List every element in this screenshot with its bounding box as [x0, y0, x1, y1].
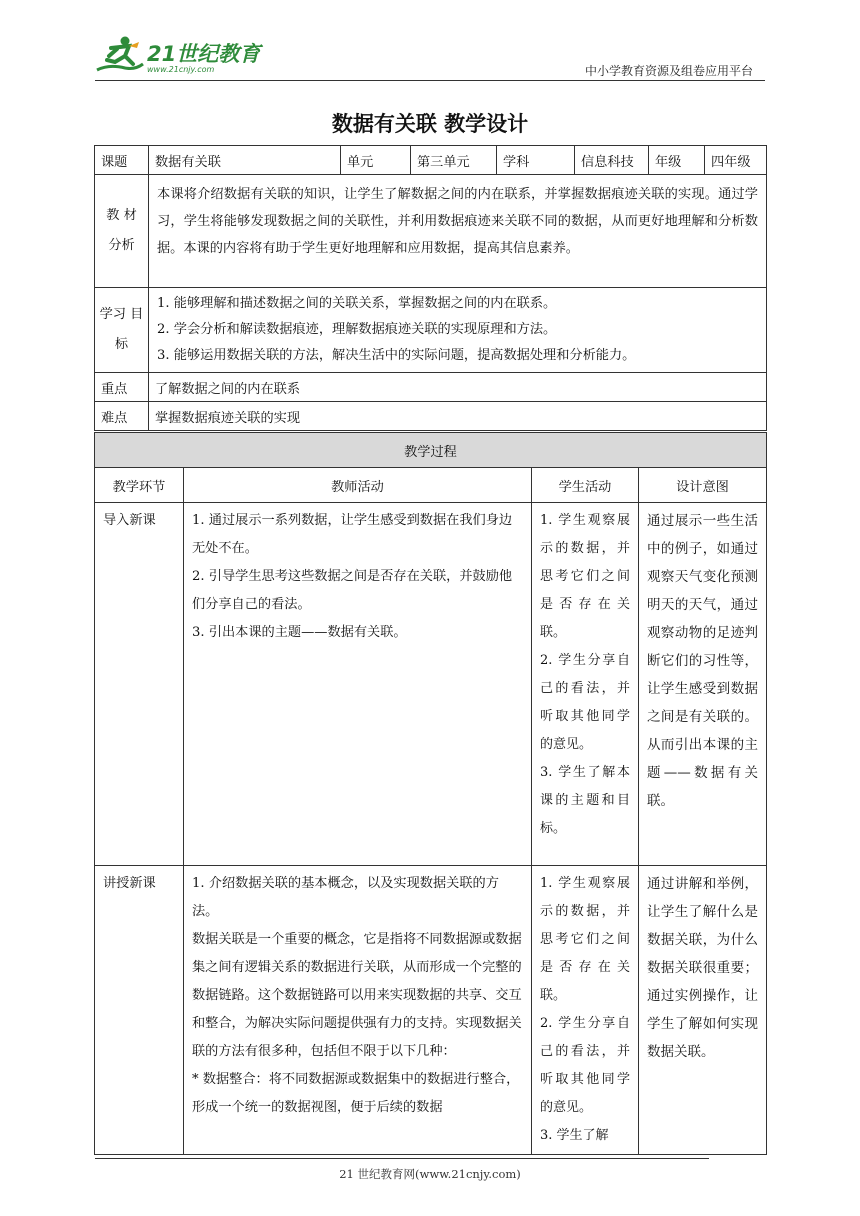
process-header-row [95, 468, 767, 503]
page-title: 数据有关联 教学设计 [331, 112, 529, 136]
col-header-teacher: 教师活动 [184, 468, 532, 503]
key-point-text: 了解数据之间的内在联系 [149, 373, 767, 402]
col-header-student: 学生活动 [532, 468, 639, 503]
student-item: 2. 学生分享自己的看法，并听取其他同学的意见。 [540, 653, 630, 752]
subject-label: 学科 [497, 146, 575, 175]
footer-divider [95, 1158, 709, 1159]
teacher-item: 1. 介绍数据关联的基本概念，以及实现数据关联的方法。 [192, 876, 499, 919]
process-row-new [95, 866, 767, 1155]
analysis-label: 教 材 分析 [95, 175, 149, 288]
logo-url: www.21cnjy.com [147, 65, 215, 74]
teacher-item: 3. 引出本课的主题——数据有关联。 [192, 625, 407, 640]
student-item: 3. 学生了解本课的主题和目标。 [540, 765, 630, 836]
goal-item: 1. 能够理解和描述数据之间的关联关系，掌握数据之间的内在联系。 [157, 296, 557, 311]
stage-cell: 讲授新课 [95, 866, 184, 1155]
logo-text: 21世纪教育 [147, 42, 261, 66]
process-row-intro [95, 503, 767, 866]
subject-value: 信息科技 [575, 146, 649, 175]
info-row [95, 146, 767, 175]
student-cell [532, 866, 639, 1155]
goal-item: 3. 能够运用数据关联的方法，解决生活中的实际问题，提高数据处理和分析能力。 [157, 348, 636, 363]
goals-row [95, 288, 767, 373]
teacher-item: 2. 引导学生思考这些数据之间是否存在关联，并鼓励他们分享自己的看法。 [192, 569, 513, 612]
teacher-cell [184, 866, 532, 1155]
grade-value: 四年级 [705, 146, 767, 175]
student-cell [532, 503, 639, 866]
course-value: 数据有关联 [149, 146, 341, 175]
goals-list [149, 288, 767, 373]
goals-label: 学习 目标 [95, 288, 149, 373]
col-header-stage: 教学环节 [95, 468, 184, 503]
goal-item: 2. 学会分析和解读数据痕迹，理解数据痕迹关联的实现原理和方法。 [157, 322, 557, 337]
unit-label: 单元 [341, 146, 411, 175]
student-item: 1. 学生观察展示的数据，并思考它们之间是否存在关联。 [540, 876, 630, 1003]
student-item: 2. 学生分享自己的看法，并听取其他同学的意见。 [540, 1016, 630, 1115]
site-logo[interactable] [95, 34, 265, 78]
unit-value: 第三单元 [411, 146, 497, 175]
analysis-row [95, 175, 767, 288]
runner-logo-icon [95, 34, 145, 78]
teacher-item: 1. 通过展示一系列数据，让学生感受到数据在我们身边无处不在。 [192, 513, 513, 556]
student-item: 1. 学生观察展示的数据，并思考它们之间是否存在关联。 [540, 513, 630, 640]
key-point-row [95, 373, 767, 402]
teacher-item: * 数据整合：将不同数据源或数据集中的数据进行整合，形成一个统一的数据视图，便于后续的数据 [192, 1072, 520, 1115]
platform-name: 中小学教育资源及组卷应用平台 [584, 64, 753, 78]
teacher-cell [184, 503, 532, 866]
difficulty-text: 掌握数据痕迹关联的实现 [149, 402, 767, 431]
footer-text[interactable]: 21 世纪教育网(www.21cnjy.com) [339, 1167, 521, 1181]
info-table [94, 145, 767, 431]
process-table [94, 432, 767, 1155]
grade-label: 年级 [649, 146, 705, 175]
intent-cell: 通过展示一些生活中的例子，如通过观察天气变化预测明天的天气，通过观察动物的足迹判断它们的习性等，让学生感受到数据之间是有关联的。从而引出本课的主题——数据有关联。 [639, 503, 767, 866]
student-item: 3. 学生了解 [540, 1128, 609, 1143]
header-divider [95, 80, 765, 81]
process-title-row [95, 433, 767, 468]
page-header [95, 30, 765, 82]
difficulty-label: 难点 [95, 402, 149, 431]
intent-cell: 通过讲解和举例，让学生了解什么是数据关联，为什么数据关联很重要；通过实例操作，让学生了解如何实现数据关联。 [639, 866, 767, 1155]
analysis-text: 本课将介绍数据有关联的知识，让学生了解数据之间的内在联系，并掌握数据痕迹关联的实现。通过学习，学生将能够发现数据之间的关联性，并利用数据痕迹来关联不同的数据，从而更好地理解和分析数据。本课的内容将有助于学生更好地理解和应用数据，提高其信息素养。 [149, 175, 767, 288]
key-point-label: 重点 [95, 373, 149, 402]
stage-cell: 导入新课 [95, 503, 184, 866]
col-header-intent: 设计意图 [639, 468, 767, 503]
course-label: 课题 [95, 146, 149, 175]
difficulty-row [95, 402, 767, 431]
process-title: 教学过程 [95, 433, 767, 468]
teacher-item: 数据关联是一个重要的概念，它是指将不同数据源或数据集之间有逻辑关系的数据进行关联，从而形成一个完整的数据链路。这个数据链路可以用来实现数据的共享、交互和整合，为解决实际问题提供强有力的支持。实现数据关联的方法有很多种，包括但不限于以下几种： [192, 932, 522, 1059]
